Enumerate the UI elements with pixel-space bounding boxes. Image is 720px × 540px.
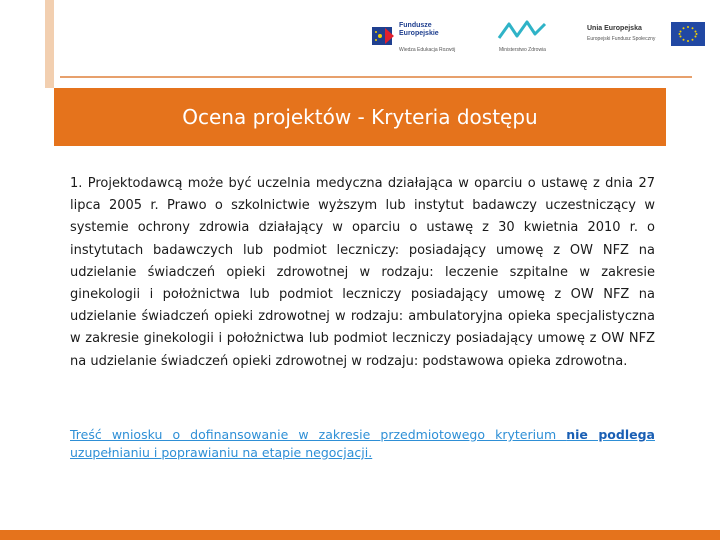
note-part-1: Treść wniosku o dofinansowanie w zakresie przedmiotowego kryterium: [70, 427, 567, 442]
ministerstwo-zdrowia-logo: [495, 16, 555, 60]
mz-subtext: Ministerstwo Zdrowia: [499, 47, 546, 53]
fundusze-text: Fundusze Europejskie: [399, 22, 439, 37]
ue-subtext: Europejski Fundusz Społeczny: [587, 36, 656, 42]
note-part-2: uzupełnianiu i poprawianiu na etapie negocjacji.: [70, 445, 373, 460]
negotiation-note: [70, 426, 655, 462]
decor-bracket-vertical: [45, 0, 54, 88]
criterion-text: 1. Projektodawcą może być uczelnia medyczna działająca w oparciu o ustawę z dnia 27 lipca 2005 r. Prawo o szkolnictwie wyższym lub instytut badawczy uczestniczący w systemie ochrony zdrowia działający w oparciu o ustawę z 30 kwietnia 2010 r. o instytutach badawczych lub podmiot leczniczy: posiadający umowę z OW NFZ na udzielanie świadczeń opieki zdrowotnej w rodzaju: leczenie szpitalne w zakresie ginekologii i położnictwa lub podmiot leczniczy posiadający umowę z OW NFZ na udzielanie świadczeń opieki zdrowotnej w rodzaju: ambulatoryjna opieka specjalistyczna w zakresie ginekologii i położnictwa lub podmiot leczniczy posiadający umowę z OW NFZ na udzielanie świadczeń opieki zdrowotnej w rodzaju: podstawowa opieka zdrowotna.: [70, 176, 655, 369]
mz-wave-icon: [495, 16, 555, 46]
fundusze-europejskie-logo: [371, 18, 471, 58]
fundusze-star-icon: [371, 24, 395, 48]
note-emphasis: nie podlega: [566, 427, 655, 442]
eu-flag-icon: [671, 22, 705, 46]
decor-bracket-horizontal: [60, 76, 692, 78]
fundusze-subtext: Wiedza Edukacja Rozwój: [399, 47, 456, 53]
unia-europejska-logo: [587, 20, 717, 56]
title-banner: [54, 88, 666, 146]
logo-strip: [365, 10, 715, 66]
ue-title: Unia Europejska: [587, 25, 642, 32]
page-title: Ocena projektów - Kryteria dostępu: [182, 105, 538, 129]
bottom-accent-bar: [0, 530, 720, 540]
